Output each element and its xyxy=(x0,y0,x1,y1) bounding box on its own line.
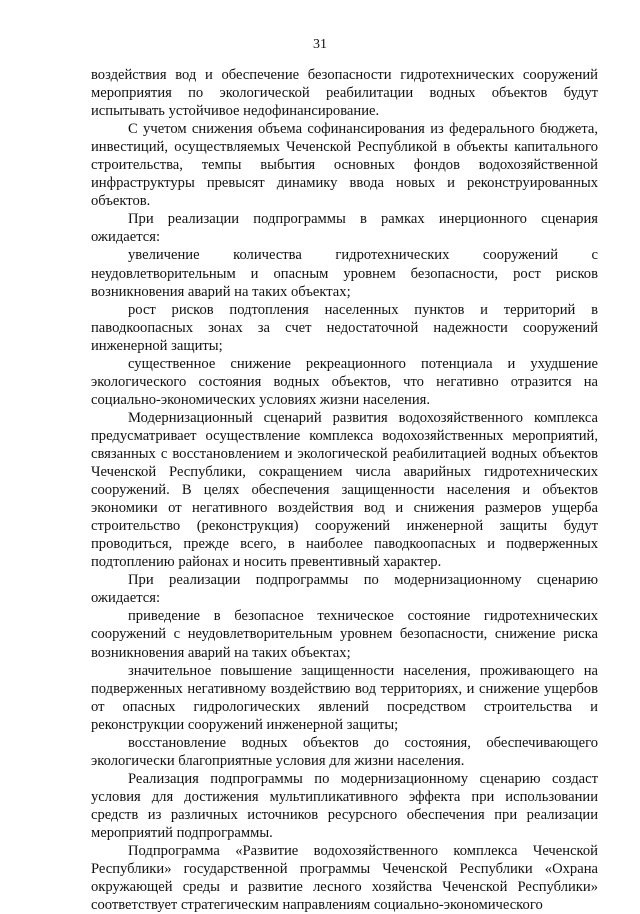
paragraph-inertial-intro: При реализации подпрограммы в рамках инерционного сценария ожидается: xyxy=(91,211,598,246)
list-item-inertial-1: увеличение количества гидротехнических сооружений с неудовлетворительным и опасным уровнем безопасности, рост рисков возникновения аварий на таких объектах; xyxy=(91,247,598,300)
list-item-modernization-1: приведение в безопасное техническое состояние гидротехнических сооружений с неудовлетворительным уровнем безопасности, снижение риска возникновения аварий на таких объектах; xyxy=(91,608,598,661)
paragraph-multiplier-effect: Реализация подпрограммы по модернизационному сценарию создаст условия для достижения мультипликативного эффекта при использовании средств из различных источников ресурсного обеспечения при реализации мероприятий подпрограммы. xyxy=(91,770,598,841)
list-item-modernization-3: восстановление водных объектов до состояния, обеспечивающего экологически благоприятные условия для жизни населения. xyxy=(91,734,598,769)
body-text xyxy=(91,66,598,914)
list-item-modernization-2: значительное повышение защищенности населения, проживающего на подверженных негативному воздействию вод территориях, и снижение ущербов от опасных гидрологических явлений посредством строительства и реконструкции сооружений инженерной защиты; xyxy=(91,662,598,733)
paragraph-modernization-intro: При реализации подпрограммы по модернизационному сценарию ожидается: xyxy=(91,572,598,607)
paragraph-cofinancing: С учетом снижения объема софинансирования из федерального бюджета, инвестиций, осуществляемых Чеченской Республикой в объекты капитального строительства, темпы выбытия основных фондов водохозяйственной инфраструктуры превысят динамику ввода новых и реконструированных объектов. xyxy=(91,121,598,210)
paragraph-subprogram-compliance: Подпрограмма «Развитие водохозяйственного комплекса Чеченской Республики» государственной программы Чеченской Республики «Охрана окружающей среды и развитие лесного хозяйства Чеченской Республики» соответствует стратегическим направлениям социально-экономического xyxy=(91,843,598,914)
page-number: 31 xyxy=(313,37,327,52)
list-item-inertial-2: рост рисков подтопления населенных пунктов и территорий в паводкоопасных зонах за счет недостаточной надежности сооружений инженерной защиты; xyxy=(91,301,598,354)
paragraph-continuation: воздействия вод и обеспечение безопасности гидротехнических сооружений мероприятия по экологической реабилитации водных объектов будут испытывать устойчивое недофинансирование. xyxy=(91,67,598,120)
paragraph-modernization-scenario: Модернизационный сценарий развития водохозяйственного комплекса предусматривает осуществление комплекса водохозяйственных мероприятий, связанных с восстановлением и экологической реабилитацией водных объектов Чеченской Республики, сокращением числа аварийных гидротехнических сооружений. В целях обеспечения защищенности населения и объектов экономики от негативного воздействия вод и снижения размеров ущерба строительство (реконструкция) сооружений инженерной защиты будут проводиться, прежде всего, в наиболее паводкоопасных и подверженных подтоплению районах и носить превентивный характер. xyxy=(91,409,598,571)
list-item-inertial-3: существенное снижение рекреационного потенциала и ухудшение экологического состояния водных объектов, что негативно отразится на социально-экономических условиях жизни населения. xyxy=(91,355,598,408)
